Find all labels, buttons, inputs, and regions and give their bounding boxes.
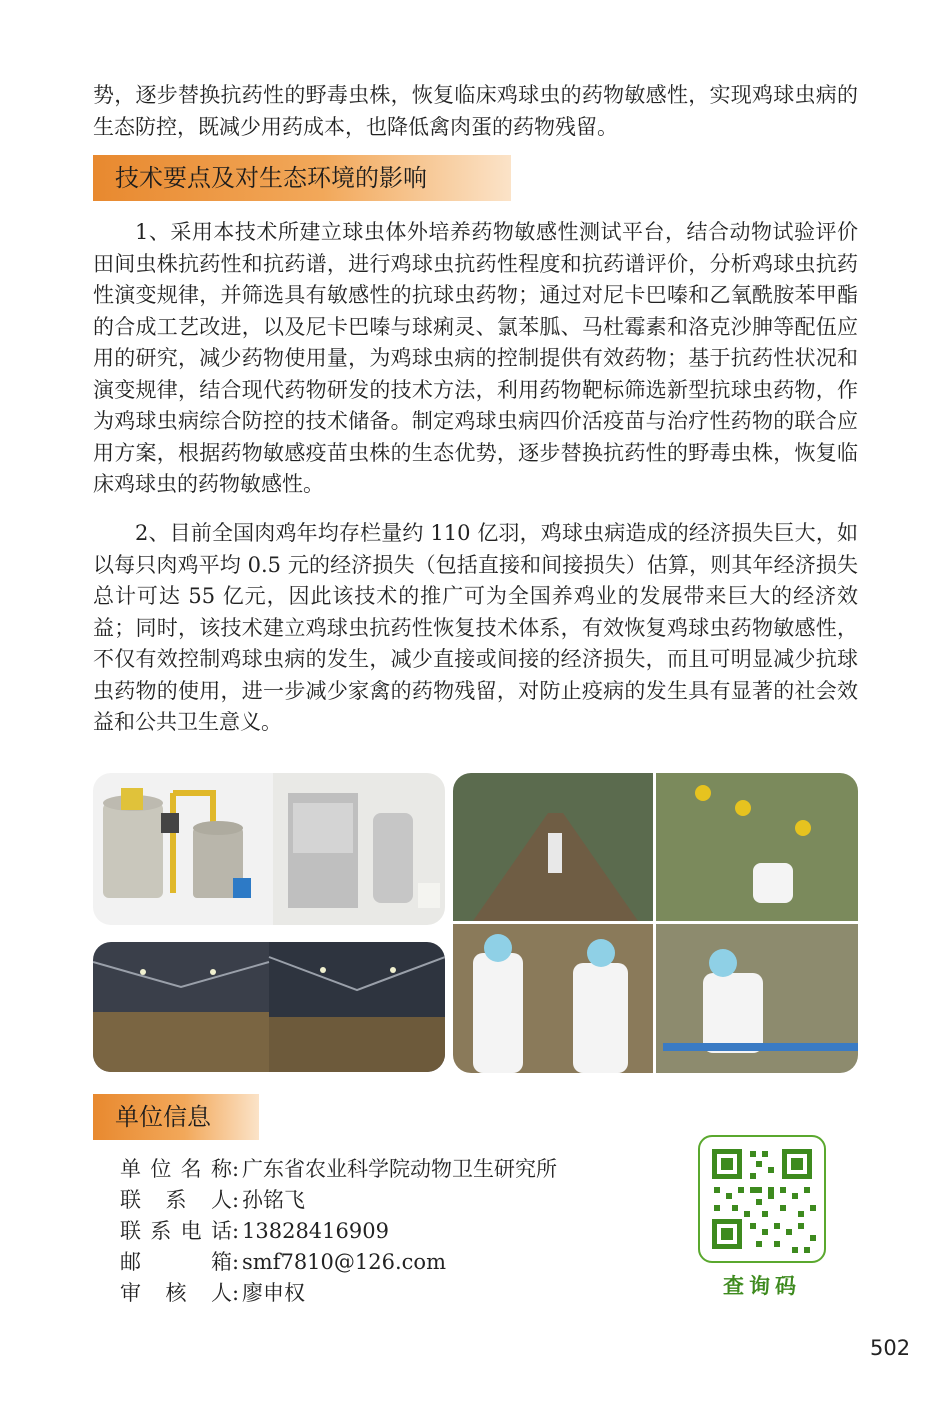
unit-name-value: 广东省农业科学院动物卫生研究所	[242, 1157, 557, 1181]
contact-person-value: 孙铭飞	[242, 1188, 305, 1212]
field-sampling-photo-collage	[453, 773, 858, 1073]
email-value[interactable]: smf7810@126.com	[242, 1250, 446, 1274]
section-heading-unit-info: 单位信息	[93, 1094, 259, 1140]
phone-value: 13828416909	[242, 1219, 389, 1243]
qr-code[interactable]	[698, 1135, 826, 1263]
colon: :	[232, 1188, 240, 1212]
chicken-house-photo-collage	[93, 942, 445, 1072]
colon: :	[232, 1281, 240, 1305]
colon: :	[232, 1157, 240, 1181]
tech-paragraph-2: 2、目前全国肉鸡年均存栏量约 110 亿羽，鸡球虫病造成的经济损失巨大，如以每只肉鸡平均 0.5 元的经济损失（包括直接和间接损失）估算，则其年经济损失总计可达 55 亿元，因此该技术的推广可为全国养鸡业的发展带来巨大的经济效益；同时，该技术建立鸡球虫抗药性恢复技术体系，有效恢复鸡球虫药物敏感性，不仅有效控制鸡球虫病的发生，减少直接或间接的经济损失，而且可明显减少抗球虫药物的使用，进一步减少家禽的药物残留，对防止疫病的发生具有显著的社会效益和公共卫生意义。	[93, 521, 858, 734]
poultry-shed-illustration	[93, 942, 445, 1072]
qr-code-label: 查询码	[723, 1274, 801, 1298]
email-label: 邮箱	[120, 1250, 232, 1274]
info-row-reviewer	[120, 1277, 305, 1309]
info-row-phone	[120, 1215, 389, 1247]
info-row-email	[120, 1246, 446, 1278]
intro-paragraph: 势，逐步替换抗药性的野毒虫株，恢复临床鸡球虫的药物敏感性，实现鸡球虫病的生态防控，既减少用药成本，也降低禽肉蛋的药物残留。	[93, 83, 858, 139]
reviewer-label: 审核人	[120, 1281, 232, 1305]
info-row-unit-name	[120, 1153, 557, 1185]
phone-label: 联系电话	[120, 1219, 232, 1243]
equipment-illustration	[93, 773, 445, 925]
info-row-contact-person	[120, 1184, 305, 1216]
unit-name-label: 单位名称	[120, 1157, 232, 1181]
page-number: 502	[870, 1336, 911, 1360]
section-heading-tech: 技术要点及对生态环境的影响	[93, 155, 511, 201]
colon: :	[232, 1219, 240, 1243]
equipment-photo-collage	[93, 773, 445, 925]
contact-person-label: 联系人	[120, 1188, 232, 1212]
colon: :	[232, 1250, 240, 1274]
tech-paragraph-1: 1、采用本技术所建立球虫体外培养药物敏感性测试平台，结合动物试验评价田间虫株抗药性和抗药谱，进行鸡球虫抗药性程度和抗药谱评价，分析鸡球虫抗药性演变规律，并筛选具有敏感性的抗球虫药物；通过对尼卡巴嗪和乙氧酰胺苯甲酯的合成工艺改进，以及尼卡巴嗪与球痢灵、氯苯胍、马杜霉素和洛克沙胂等配伍应用的研究，减少药物使用量，为鸡球虫病的控制提供有效药物；基于抗药性状况和演变规律，结合现代药物研发的技术方法，利用药物靶标筛选新型抗球虫药物，作为鸡球虫病综合防控的技术储备。制定鸡球虫病四价活疫苗与治疗性药物的联合应用方案，根据药物敏感疫苗虫株的生态优势，逐步替换抗药性的野毒虫株，恢复临床鸡球虫的药物敏感性。	[93, 220, 858, 496]
reviewer-value: 廖申权	[242, 1281, 305, 1305]
qr-code-icon	[700, 1137, 824, 1261]
sampling-illustration	[453, 773, 858, 1073]
